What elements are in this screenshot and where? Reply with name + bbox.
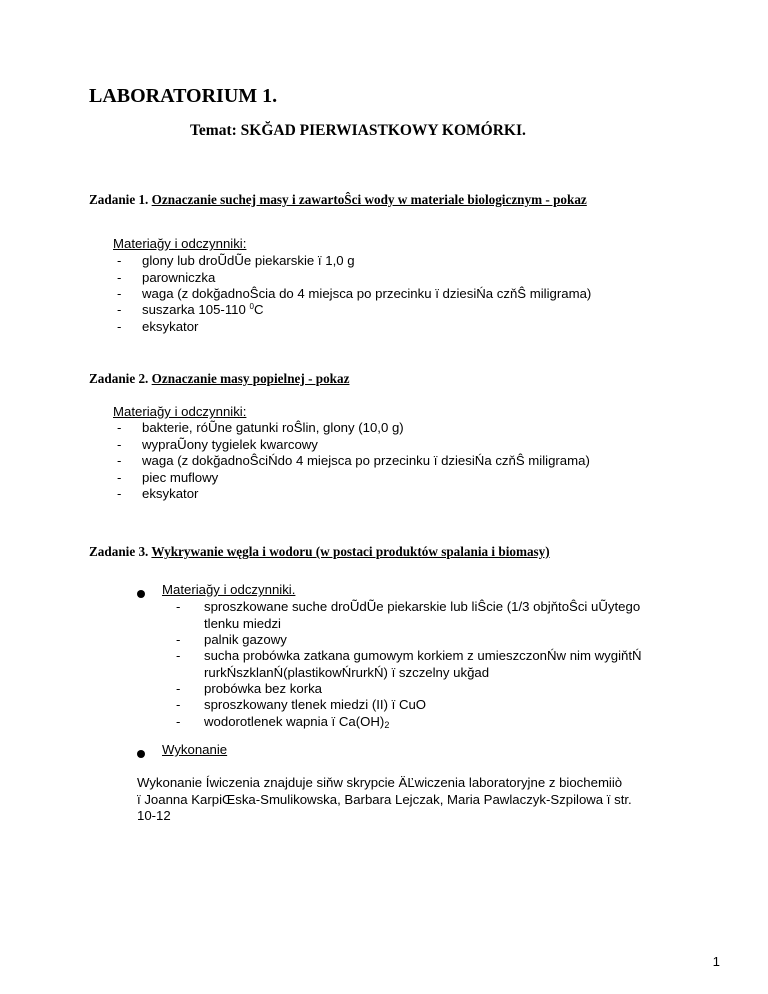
task-1-item: - eksykator — [117, 319, 199, 334]
formula-subscript: 2 — [384, 720, 390, 730]
degree-sup: 0 — [249, 302, 254, 311]
task-3-title: Wykrywanie węgla i wodoru (w postaci produktów spalania i biomasy) — [151, 544, 550, 559]
task-2-item: - eksykator — [117, 486, 199, 501]
bullet-icon — [137, 590, 145, 598]
task-3-materials-label: Materiağy i odczynniki. — [162, 582, 296, 597]
execution-text-line: 10-12 — [137, 808, 171, 823]
task-3-item: - palnik gazowy — [176, 632, 287, 647]
execution-text-line: ï Joanna KarpiŒska-Smulikowska, Barbara Lejczak, Maria Pawlaczyk-Szpilowa ï str. — [137, 792, 632, 807]
task-3-item: - sproszkowany tlenek miedzi (II) ï CuO — [176, 697, 427, 712]
task-3-item: - sproszkowane suche droŨdŨe piekarskie lub liŜcie (1/3 objňtoŜci uŨytego — [176, 599, 641, 614]
page-title: LABORATORIUM 1. — [89, 85, 278, 107]
task-3-heading — [89, 544, 550, 560]
task-1-materials-label: Materiağy i odczynniki: — [113, 236, 247, 251]
task-3-item: - wodorotlenek wapnia ï $Ca(OH)_2$ — [176, 714, 390, 730]
task-1-heading — [89, 192, 587, 208]
bullet-icon — [137, 750, 145, 758]
task-1-item: - waga (z dokğadnoŜcia do 4 miejsca po przecinku ï dziesiŃa czňŜ miligrama) — [117, 286, 592, 301]
task-1-prefix: Zadanie 1. — [89, 192, 152, 207]
task-3-item: - probówka bez korka — [176, 681, 323, 696]
execution-heading: Wykonanie — [162, 742, 228, 757]
execution-text-line: Wykonanie Íwiczenia znajduje siňw skrypcie ÄĽwiczenia laboratoryjne z biochemiiò — [137, 775, 623, 790]
task-2-item: - bakterie, róŨne gatunki roŜlin, glony (10,0 g) — [117, 420, 404, 435]
task-2-item: - piec muflowy — [117, 470, 219, 485]
topic-heading: Temat: SKĞAD PIERWIASTKOWY KOMÓRKI. — [190, 122, 526, 139]
task-3-item: - sucha probówka zatkana gumowym korkiem z umieszczonŃw nim wygiňtŃ — [176, 648, 642, 663]
task-2-prefix: Zadanie 2. — [89, 371, 152, 386]
task-1-item: - suszarka 105-110 $^0$C — [117, 302, 264, 317]
task-3-prefix: Zadanie 3. — [89, 544, 152, 559]
task-1-title: Oznaczanie suchej masy i zawartoŜci wody w materiale biologicznym - pokaz — [151, 192, 587, 207]
task-1-item: - parowniczka — [117, 270, 216, 285]
page-number: 1 — [712, 954, 720, 969]
task-3-item-continued: tlenku miedzi — [204, 616, 281, 631]
task-2-title: Oznaczanie masy popielnej - pokaz — [151, 371, 350, 386]
task-2-item: - wypraŨony tygielek kwarcowy — [117, 437, 318, 452]
task-2-item: - waga (z dokğadnoŜciŃdo 4 miejsca po przecinku ï dziesiŃa czňŜ miligrama) — [117, 453, 590, 468]
task-1-item: - glony lub droŨdŨe piekarskie ï 1,0 g — [117, 253, 355, 268]
task-2-heading — [89, 371, 349, 387]
task-3-item-continued: rurkŃszklanŃ(plastikowŃrurkŃ) ï szczelny ukğad — [204, 665, 490, 680]
task-2-materials-label: Materiağy i odczynniki: — [113, 404, 247, 419]
